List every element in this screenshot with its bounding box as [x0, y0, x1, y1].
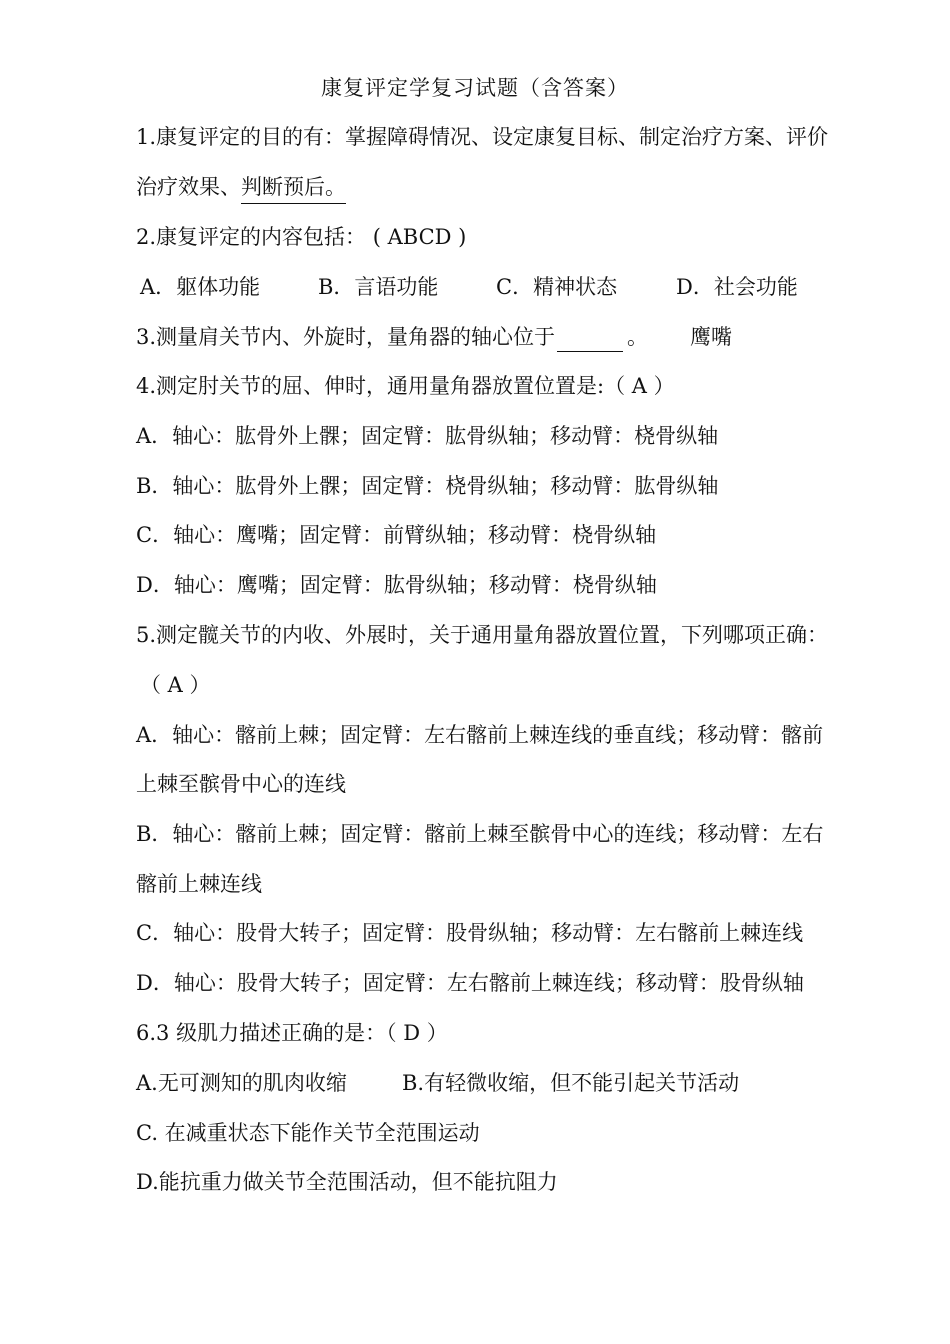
q6-option-c: C. 在减重状态下能作关节全范围运动: [136, 1121, 480, 1145]
q5-option-d: D．轴心：股骨大转子；固定臂：左右髂前上棘连线；移动臂：股骨纵轴: [136, 971, 804, 995]
q2-options: [140, 272, 798, 302]
q6-options-ab: [136, 1068, 739, 1098]
q1-line2: [136, 172, 346, 202]
q2-option-c: C．精神状态: [496, 275, 618, 299]
q6-option-d: D.能抗重力做关节全范围活动，但不能抗阻力: [136, 1170, 558, 1194]
q5-option-c: C．轴心：股骨大转子；固定臂：股骨纵轴；移动臂：左右髂前上棘连线: [136, 921, 804, 945]
q3-after: 。: [627, 325, 649, 349]
q3-blank: [557, 329, 623, 352]
q2-option-b: B．言语功能: [318, 275, 439, 299]
q5-option-a-line2: 上棘至髌骨中心的连线: [136, 772, 346, 796]
document-title: 康复评定学复习试题（含答案）: [321, 76, 629, 100]
q1-answer: 判断预后。: [241, 175, 346, 204]
q2-option-d: D．社会功能: [676, 275, 798, 299]
q3-answer: 鹰嘴: [690, 325, 733, 349]
q6-option-a: A.无可测知的肌肉收缩: [136, 1071, 347, 1095]
q4-option-c: C．轴心：鹰嘴；固定臂：前臂纵轴；移动臂：桡骨纵轴: [136, 523, 657, 547]
q4-option-d: D．轴心：鹰嘴；固定臂：肱骨纵轴；移动臂：桡骨纵轴: [136, 573, 657, 597]
q6-stem: 6.3 级肌力描述正确的是：（ D ）: [136, 1021, 448, 1045]
q5-option-b-line2: 髂前上棘连线: [136, 872, 262, 896]
q5-option-b-line1: B．轴心：髂前上棘；固定臂：髂前上棘至髌骨中心的连线；移动臂：左右: [136, 822, 824, 846]
q1-line2-prefix: 治疗效果、: [136, 175, 241, 199]
q3-stem: 3.测量肩关节内、外旋时，量角器的轴心位于: [136, 325, 556, 349]
q1-line1: 1.康复评定的目的有：掌握障碍情况、设定康复目标、制定治疗方案、评价: [136, 125, 829, 149]
q5-stem: 5.测定髋关节的内收、外展时，关于通用量角器放置位置，下列哪项正确：: [136, 623, 829, 647]
q5-option-a-line1: A．轴心：髂前上棘；固定臂：左右髂前上棘连线的垂直线；移动臂：髂前: [136, 723, 824, 747]
q4-option-a: A．轴心：肱骨外上髁；固定臂：肱骨纵轴；移动臂：桡骨纵轴: [136, 424, 719, 448]
q5-answer: （ A ）: [140, 673, 211, 697]
q2-option-a: A．躯体功能: [140, 275, 261, 299]
q6-option-b: B.有轻微收缩，但不能引起关节活动: [402, 1071, 740, 1095]
q2-stem: 2.康复评定的内容包括： ( ABCD ): [136, 225, 467, 249]
q4-stem: 4.测定肘关节的屈、伸时，通用量角器放置位置是:（ A ）: [136, 374, 675, 398]
q3-line: [136, 322, 732, 352]
q4-option-b: B．轴心：肱骨外上髁；固定臂：桡骨纵轴；移动臂：肱骨纵轴: [136, 474, 719, 498]
